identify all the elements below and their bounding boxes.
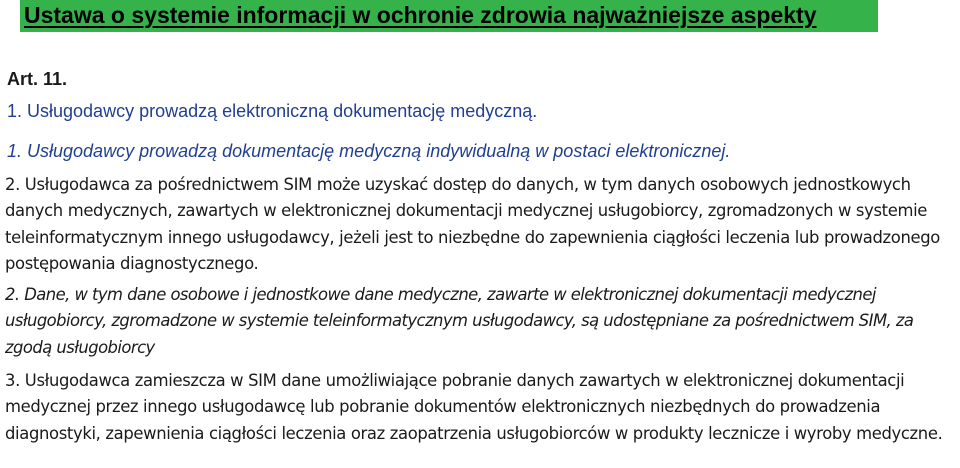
- paragraph-2: 2. Usługodawca za pośrednictwem SIM może uzyskać dostęp do danych, w tym danych osobowych jednostkowych danych medycznych, zawartych w elektronicznej dokumentacji medycznej usługobiorcy, zgromadzonych w systemie teleinformatycznym innego usługodawcy, jeżeli jest to niezbędne do zapewnienia ciągłości leczenia lub prowadzonego postępowania diagnostycznego.: [5, 175, 940, 274]
- provision-line-1-amended: 1. Usługodawcy prowadzą dokumentację medyczną indywidualną w postaci elektronicznej.: [7, 141, 731, 161]
- paragraph-3: 3. Usługodawca zamieszcza w SIM dane umożliwiające pobranie danych zawartych w elektronicznej dokumentacji medycznej przez innego usługodawcę lub pobranie dokumentów elektronicznych niezbędnych do prowadzenia diagnostyki, zapewnienia ciągłości leczenia oraz zaopatrzenia usługobiorców w produkty lecznicze i wyroby medyczne.: [5, 371, 943, 443]
- slide-title: Ustawa o systemie informacji w ochronie zdrowia najważniejsze aspekty: [24, 2, 817, 28]
- article-heading: Art. 11.: [7, 69, 68, 89]
- paragraph-2-amended: 2. Dane, w tym dane osobowe i jednostkowe dane medyczne, zawarte w elektronicznej dokumentacji medycznej usługobiorcy, zgromadzone w systemie teleinformatycznym usługodawcy, są udostępniane za pośrednictwem SIM, za zgodą usługobiorcy: [5, 285, 914, 357]
- provision-line-1: 1. Usługodawcy prowadzą elektroniczną dokumentację medyczną.: [7, 101, 538, 121]
